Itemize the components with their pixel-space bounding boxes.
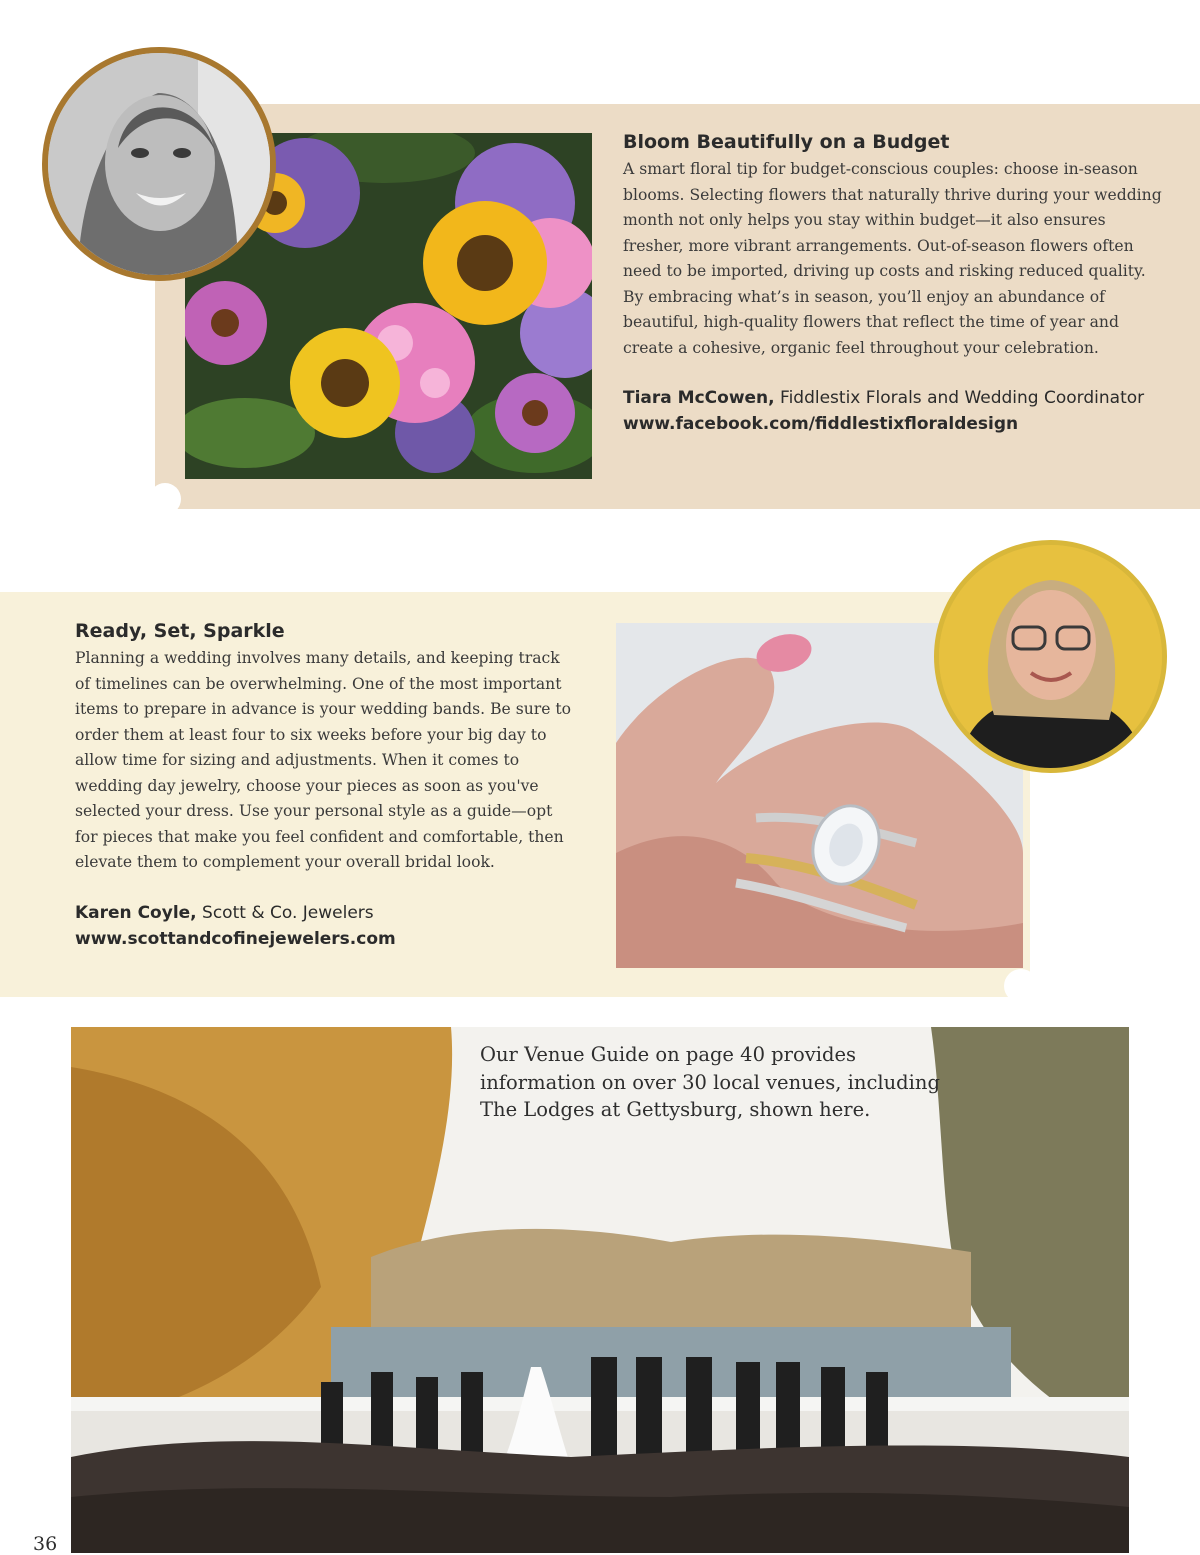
floral-tip-paragraph-2: By embracing what’s in season, you’ll enjoy an abundance of beautiful, high-quality flowers that reflect the time of year and create a cohesive, organic feel throughout your celebration. (623, 287, 1119, 357)
floral-author-name: Tiara McCowen, (623, 388, 775, 408)
panel-corner-notch (149, 483, 181, 515)
panel-corner-notch (1004, 969, 1038, 1003)
jewelry-tip-credit (75, 900, 396, 952)
jewelry-tip-heading: Ready, Set, Sparkle (75, 620, 285, 642)
floral-tip-heading: Bloom Beautifully on a Budget (623, 131, 950, 153)
karen-coyle-portrait (934, 540, 1167, 773)
tiara-mccowen-portrait (42, 47, 276, 281)
floral-tip-credit (623, 385, 1144, 437)
floral-author-title: Fiddlestix Florals and Wedding Coordinator (780, 388, 1145, 408)
page-number: 36 (33, 1533, 58, 1555)
venue-guide-caption: Our Venue Guide on page 40 provides information on over 30 local venues, including The Lodges at Gettysburg, shown here. (480, 1043, 940, 1121)
floral-tip-body (623, 157, 1163, 361)
floral-tip-paragraph-1: A smart floral tip for budget-conscious couples: choose in-season blooms. Selecting flowers that naturally thrive during your wedding month not only helps you stay within budget—it also ensures fresher, more vibrant arrangements. Out-of-season flowers often need to be imported, driving up costs and risking reduced quality. (623, 160, 1162, 280)
floral-author-url[interactable]: www.facebook.com/fiddlestixfloraldesign (623, 414, 1019, 434)
jewelry-tip-body (75, 646, 575, 876)
person-portrait-icon (48, 53, 270, 275)
jewelry-tip-paragraph: Planning a wedding involves many details, and keeping track of timelines can be overwhelming. One of the most important items to prepare in advance is your wedding bands. Be sure to order them at least four to six weeks before your big day to allow time for sizing and adjustments. When it comes to wedding day jewelry, choose your pieces as soon as you've selected your dress. Use your personal style as a guide—opt for pieces that make you feel confident and comfortable, then elevate them to complement your overall bridal look. (75, 649, 572, 871)
jewelry-author-title: Scott & Co. Jewelers (202, 903, 374, 923)
jewelry-author-name: Karen Coyle, (75, 903, 197, 923)
jewelry-author-url[interactable]: www.scottandcofinejewelers.com (75, 929, 396, 949)
person-portrait-icon (939, 545, 1162, 768)
